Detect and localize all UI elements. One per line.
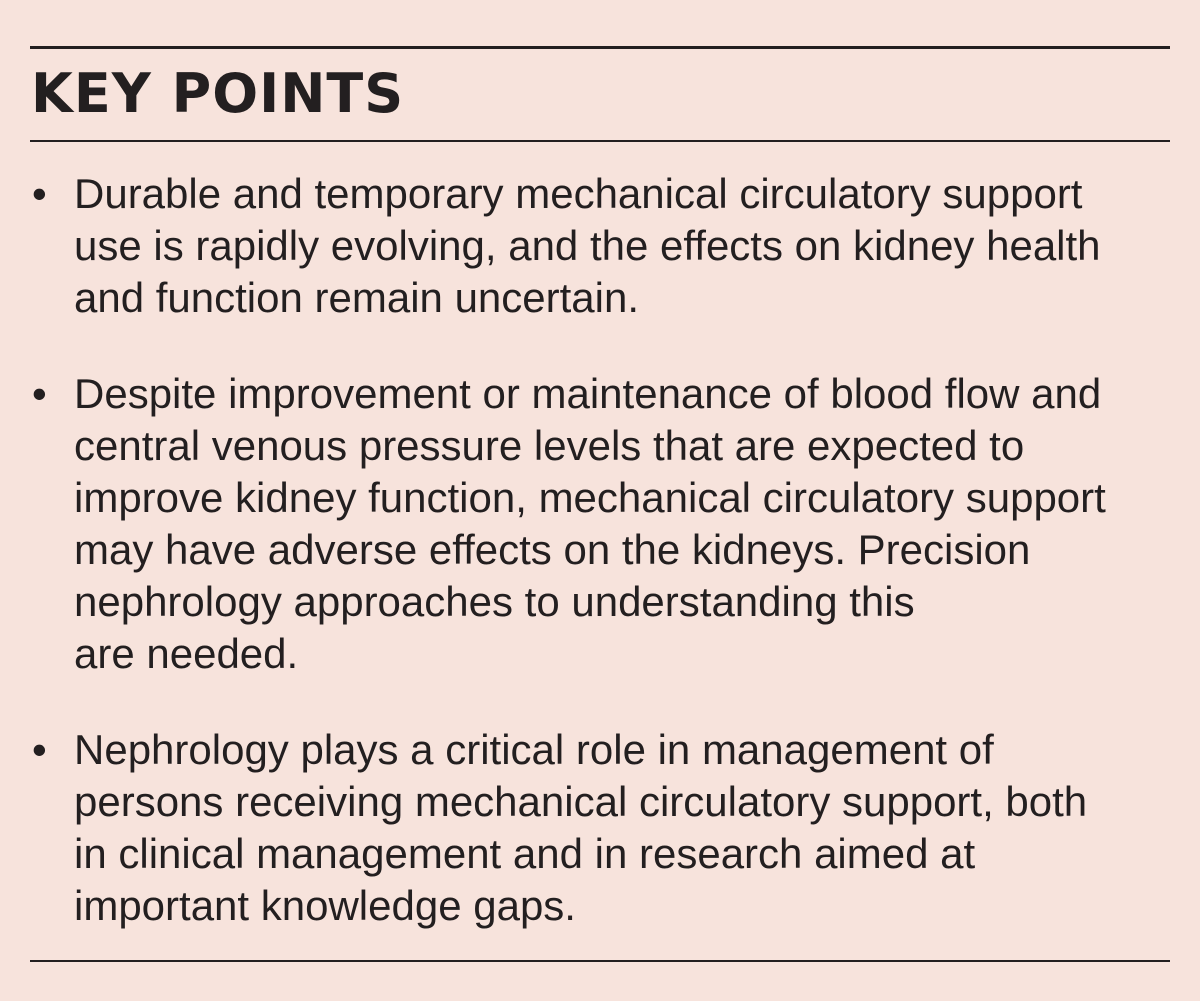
- point-text-line: central venous pressure levels that are expected to: [74, 422, 1025, 469]
- bottom-rule: [30, 960, 1170, 962]
- bullet-icon: •: [32, 370, 47, 417]
- point-text-line: persons receiving mechanical circulatory support, both: [74, 778, 1088, 825]
- point-text-line: Durable and temporary mechanical circulatory support: [74, 170, 1083, 217]
- bullet-icon: •: [32, 170, 47, 217]
- point-text-line: nephrology approaches to understanding this: [74, 578, 915, 625]
- point-text-line: improve kidney function, mechanical circulatory support: [74, 474, 1106, 521]
- key-point-3: [30, 724, 1175, 932]
- key-point-2: [30, 368, 1175, 680]
- point-text-line: are needed.: [74, 630, 299, 677]
- point-text-line: Nephrology plays a critical role in management of: [74, 726, 994, 773]
- point-text-line: use is rapidly evolving, and the effects on kidney health: [74, 222, 1101, 269]
- point-text-line: in clinical management and in research aimed at: [74, 830, 976, 877]
- point-text-line: and function remain uncertain.: [74, 274, 640, 321]
- top-rule: [30, 46, 1170, 49]
- key-points-heading: KEY POINTS: [31, 62, 405, 125]
- key-points-list: [30, 168, 1175, 976]
- key-point-1: [30, 168, 1175, 324]
- heading-rule: [30, 140, 1170, 142]
- point-text-line: may have adverse effects on the kidneys. Precision: [74, 526, 1031, 573]
- point-text-line: important knowledge gaps.: [74, 882, 576, 929]
- point-text-line: Despite improvement or maintenance of blood flow and: [74, 370, 1102, 417]
- bullet-icon: •: [32, 726, 47, 773]
